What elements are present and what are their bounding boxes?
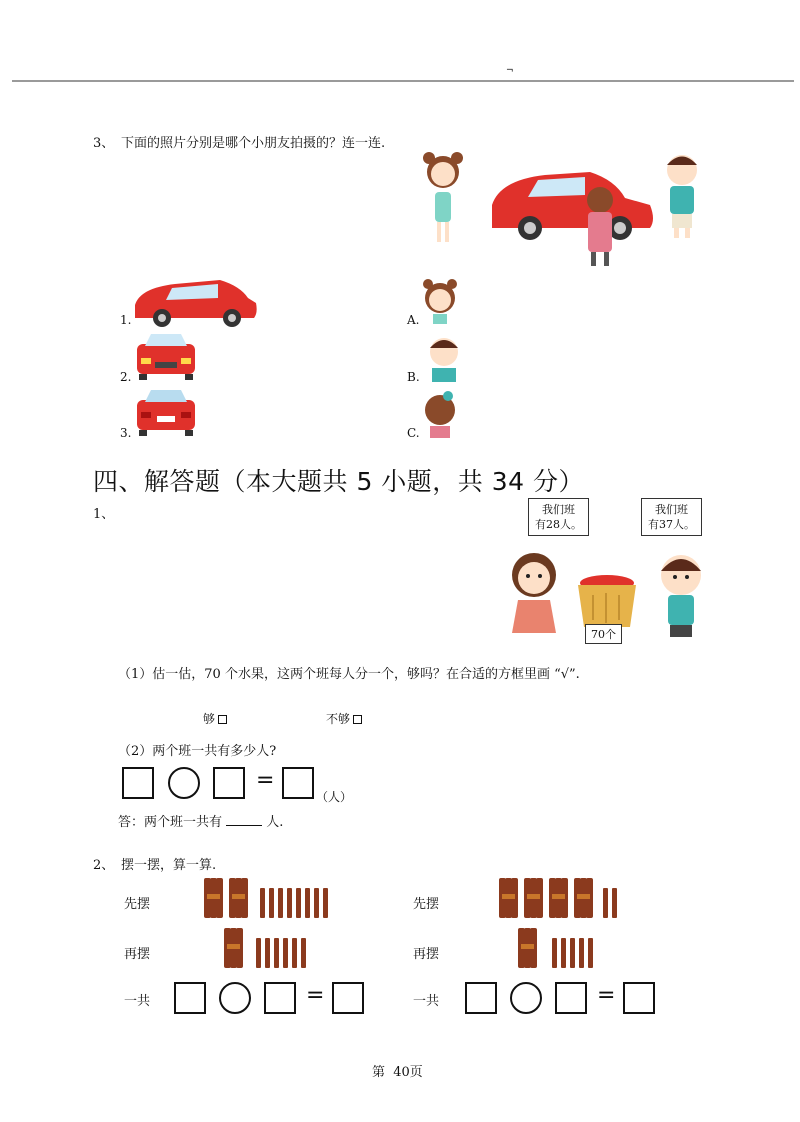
boy-face-icon: [420, 332, 468, 382]
girl-face-icon: [420, 276, 460, 324]
left-row3-label: 一共: [124, 994, 151, 1009]
left-box-result[interactable]: [332, 982, 364, 1014]
p1-sub2-text: （2）两个班一共有多少人?: [118, 744, 277, 759]
left-second-sticks-icon: [220, 926, 320, 970]
option-not-enough: [326, 710, 362, 727]
q3-number: 3、: [93, 136, 115, 151]
girl-back-illustration: [587, 187, 613, 266]
answer-blank[interactable]: [226, 813, 262, 826]
q3-left-label-1: 1.: [120, 313, 132, 327]
right-second-sticks-icon: [514, 926, 614, 970]
left-first-sticks-icon: [200, 876, 340, 920]
unit-label: （人）: [316, 790, 353, 804]
car-rear-view-icon: [133, 386, 199, 438]
p2-number: 2、: [93, 858, 115, 873]
q3-right-label-b: B.: [407, 370, 420, 384]
q3-scene-illustration: [420, 150, 720, 270]
car-illustration: [492, 172, 653, 240]
left-box-1[interactable]: [174, 982, 206, 1014]
p1-sub1-text: （1）估一估，70 个水果，这两个班每人分一个，够吗？在合适的方框里画 “√”.: [118, 667, 580, 682]
answer-box-result[interactable]: [282, 767, 314, 799]
section-heading: 四、解答题（本大题共 5 小题，共 34 分）: [93, 467, 585, 496]
right-row2-label: 再摆: [413, 947, 440, 962]
basket-label: 70个: [585, 624, 622, 644]
p2-text: 摆一摆，算一算.: [121, 858, 217, 873]
left-row2-label: 再摆: [124, 947, 151, 962]
right-operator-circle[interactable]: [510, 982, 542, 1014]
answer-box-2[interactable]: [213, 767, 245, 799]
answer-prefix: 答：两个班一共有: [118, 815, 223, 830]
option-enough-label: 够: [203, 712, 216, 726]
q3-right-label-a: A.: [407, 313, 420, 327]
right-box-result[interactable]: [623, 982, 655, 1014]
girl-illustration: [423, 152, 463, 242]
option-not-enough-label: 不够: [326, 712, 351, 726]
operator-circle[interactable]: [168, 767, 200, 799]
left-equals-sign: =: [306, 983, 325, 1008]
equals-sign: =: [256, 768, 275, 793]
q3-left-label-3: 3.: [120, 426, 132, 440]
q3-left-label-2: 2.: [120, 370, 132, 384]
option-enough: [203, 710, 227, 727]
left-operator-circle[interactable]: [219, 982, 251, 1014]
right-first-sticks-icon: [495, 876, 625, 920]
car-front-view-icon: [133, 330, 199, 382]
bubble-right-line2: 有37人。: [648, 518, 695, 531]
right-row1-label: 先摆: [413, 897, 440, 912]
bubble-left-line2: 有28人。: [535, 518, 582, 531]
girl-back-of-head-icon: [420, 388, 460, 438]
checkbox-enough[interactable]: [218, 715, 227, 724]
bubble-right-line1: 我们班: [655, 503, 688, 516]
car-side-view-icon: [130, 270, 260, 328]
checkbox-not-enough[interactable]: [353, 715, 362, 724]
left-box-2[interactable]: [264, 982, 296, 1014]
p1-number: 1、: [93, 507, 115, 522]
right-row3-label: 一共: [413, 994, 440, 1009]
right-box-1[interactable]: [465, 982, 497, 1014]
header-rule: [12, 80, 794, 82]
q3-text: 下面的照片分别是哪个小朋友拍摄的？连一连.: [121, 136, 386, 151]
bubble-left-line1: 我们班: [542, 503, 575, 516]
speech-bubble-right: [641, 498, 702, 536]
answer-suffix: 人.: [266, 815, 284, 830]
page-number: 第 40页: [372, 1065, 423, 1080]
right-equals-sign: =: [597, 983, 616, 1008]
q3-right-label-c: C.: [407, 426, 420, 440]
right-box-2[interactable]: [555, 982, 587, 1014]
header-mark: ¬: [506, 66, 514, 76]
left-row1-label: 先摆: [124, 897, 151, 912]
answer-line: [118, 811, 283, 830]
answer-box-1[interactable]: [122, 767, 154, 799]
boy-illustration: [667, 155, 697, 238]
speech-bubble-left: [528, 498, 589, 536]
